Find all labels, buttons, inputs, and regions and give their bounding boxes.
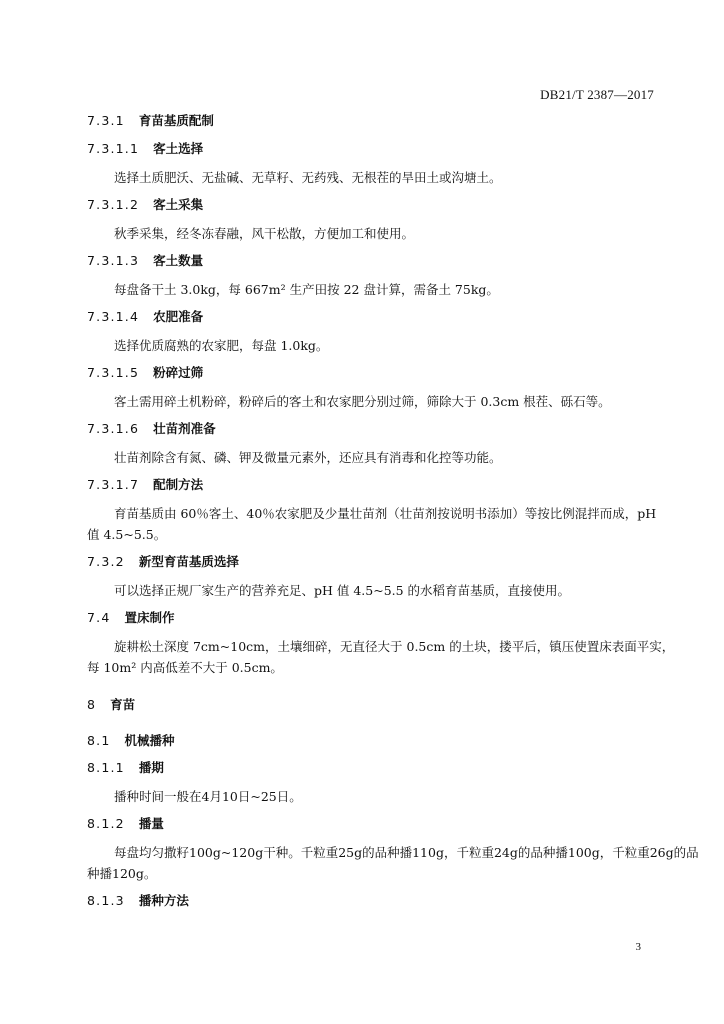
section-title: 新型育苗基质选择 bbox=[138, 554, 239, 569]
paragraph bbox=[87, 636, 675, 678]
section-number: 8 bbox=[87, 697, 97, 712]
paragraph bbox=[87, 503, 657, 545]
section-title: 育苗基质配制 bbox=[138, 113, 214, 128]
section-title: 播量 bbox=[138, 816, 164, 831]
section-heading-7-3-2 bbox=[87, 553, 657, 571]
section-title: 育苗 bbox=[110, 697, 136, 712]
paragraph: 选择优质腐熟的农家肥，每盘 1.0kg。 bbox=[114, 338, 329, 353]
section-heading-7-3-1-3 bbox=[87, 252, 657, 270]
section-heading-7-3-1-7 bbox=[87, 476, 657, 494]
document-body bbox=[87, 112, 699, 910]
section-heading-7-3-1-6 bbox=[87, 420, 657, 438]
section-heading-8-1 bbox=[87, 732, 657, 750]
standard-code-header: DB21/T 2387—2017 bbox=[540, 87, 654, 102]
section-number: 8.1.2 bbox=[87, 816, 125, 831]
paragraph-line: 种播120g。 bbox=[87, 866, 157, 881]
section-heading-7-3-1-5 bbox=[87, 364, 657, 382]
section-number: 7.4 bbox=[87, 610, 111, 625]
paragraph: 播种时间一般在4月10日~25日。 bbox=[114, 789, 302, 804]
section-number: 7.3.1.6 bbox=[87, 421, 140, 436]
paragraph-line: 育苗基质由 60％客土、40％农家肥及少量壮苗剂（壮苗剂按说明书添加）等按比例混拌而成，pH bbox=[114, 506, 657, 521]
section-title: 播种方法 bbox=[138, 893, 189, 908]
paragraph-line: 值 4.5~5.5。 bbox=[87, 527, 167, 542]
paragraph: 每盘备干土 3.0kg，每 667m² 生产田按 22 盘计算，需备土 75kg。 bbox=[114, 282, 499, 297]
section-number: 8.1.1 bbox=[87, 760, 125, 775]
section-number: 7.3.1.7 bbox=[87, 477, 140, 492]
section-heading-7-3-1-1 bbox=[87, 140, 657, 158]
paragraph-line: 旋耕松土深度 7cm~10cm，土壤细碎，无直径大于 0.5cm 的土块，搂平后，镇压使置床表面平实， bbox=[114, 639, 675, 654]
section-number: 7.3.1.5 bbox=[87, 365, 140, 380]
page-number: 3 bbox=[635, 941, 641, 953]
section-title: 配制方法 bbox=[153, 477, 204, 492]
section-heading-7-3-1 bbox=[87, 112, 657, 130]
section-number: 7.3.1 bbox=[87, 113, 125, 128]
paragraph: 壮苗剂除含有氮、磷、钾及微量元素外，还应具有消毒和化控等功能。 bbox=[114, 450, 502, 465]
section-title: 播期 bbox=[138, 760, 164, 775]
section-heading-8-1-1 bbox=[87, 759, 657, 777]
section-number: 8.1 bbox=[87, 733, 111, 748]
section-number: 7.3.1.3 bbox=[87, 253, 140, 268]
paragraph-line: 每 10m² 内高低差不大于 0.5cm。 bbox=[87, 660, 283, 675]
paragraph: 秋季采集，经冬冻春融，风干松散，方便加工和使用。 bbox=[114, 226, 415, 241]
section-heading-7-3-1-2 bbox=[87, 196, 657, 214]
paragraph: 客土需用碎土机粉碎，粉碎后的客土和农家肥分别过筛，筛除大于 0.3cm 根茬、砾石等。 bbox=[114, 394, 611, 409]
section-heading-8 bbox=[87, 696, 657, 714]
section-title: 置床制作 bbox=[124, 610, 175, 625]
section-heading-8-1-2 bbox=[87, 815, 657, 833]
section-title: 机械播种 bbox=[124, 733, 175, 748]
section-number: 7.3.2 bbox=[87, 554, 125, 569]
section-title: 客土数量 bbox=[153, 253, 204, 268]
section-heading-8-1-3 bbox=[87, 892, 657, 910]
section-title: 农肥准备 bbox=[153, 309, 204, 324]
paragraph: 可以选择正规厂家生产的营养充足、pH 值 4.5~5.5 的水稻育苗基质，直接使用。 bbox=[114, 583, 571, 598]
section-heading-7-3-1-4 bbox=[87, 308, 657, 326]
section-title: 客土采集 bbox=[153, 197, 204, 212]
paragraph-line: 每盘均匀撒籽100g~120g干种。千粒重25g的品种播110g，千粒重24g的品种播100g，千粒重26g的品 bbox=[114, 845, 699, 860]
section-title: 粉碎过筛 bbox=[153, 365, 204, 380]
paragraph bbox=[87, 842, 699, 884]
section-number: 7.3.1.1 bbox=[87, 141, 140, 156]
section-heading-7-4 bbox=[87, 609, 657, 627]
section-title: 壮苗剂准备 bbox=[153, 421, 216, 436]
section-number: 7.3.1.4 bbox=[87, 309, 140, 324]
section-number: 7.3.1.2 bbox=[87, 197, 140, 212]
section-title: 客土选择 bbox=[153, 141, 204, 156]
paragraph: 选择土质肥沃、无盐碱、无草籽、无药残、无根茬的旱田土或沟塘土。 bbox=[114, 170, 502, 185]
section-number: 8.1.3 bbox=[87, 893, 125, 908]
